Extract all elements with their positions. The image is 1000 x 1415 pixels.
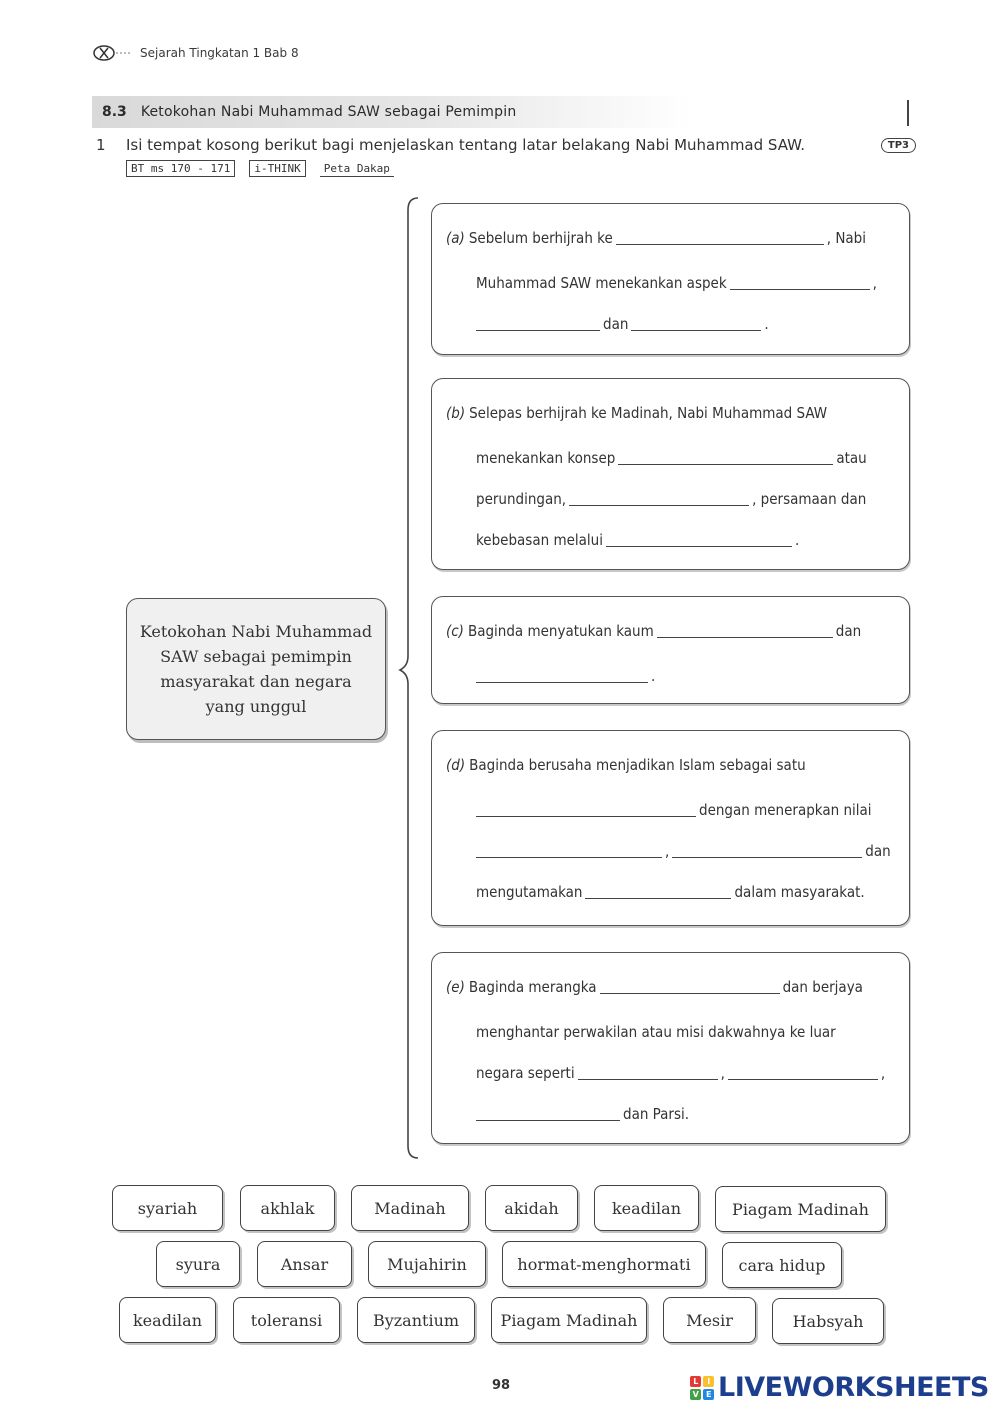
section-title: Ketokohan Nabi Muhammad SAW sebagai Pemimpin — [140, 104, 517, 120]
card-e-text-6: , — [880, 1064, 886, 1082]
card-a-text-3: Muhammad SAW menekankan aspek — [476, 274, 727, 292]
card-b — [431, 378, 910, 570]
card-a-text-4: , — [872, 274, 877, 292]
card-b-text-7: . — [794, 531, 800, 549]
word-chip[interactable]: Habsyah — [772, 1298, 884, 1344]
card-c-label: (c) — [446, 622, 464, 640]
blank-a3[interactable] — [476, 326, 600, 331]
blank-d1[interactable] — [476, 812, 696, 817]
word-chip[interactable]: Madinah — [351, 1185, 469, 1231]
book-header — [92, 40, 299, 66]
word-chip[interactable]: akidah — [485, 1185, 578, 1231]
question-meta — [126, 160, 394, 177]
card-b-text-2: menekankan konsep — [476, 449, 616, 467]
blank-a1[interactable] — [616, 240, 824, 245]
blank-b2[interactable] — [569, 501, 749, 506]
blank-e3[interactable] — [728, 1075, 878, 1080]
word-chip[interactable]: syura — [156, 1241, 240, 1287]
blank-e2[interactable] — [578, 1075, 718, 1080]
card-e-text-1: Baginda merangka — [468, 978, 597, 996]
blank-b1[interactable] — [618, 460, 833, 465]
blank-d2[interactable] — [476, 853, 662, 858]
word-chip[interactable]: keadilan — [594, 1185, 699, 1231]
liveworksheets-logo-icon: L I V E — [690, 1376, 714, 1400]
card-e-label: (e) — [446, 978, 465, 996]
card-e-text-7: dan Parsi. — [623, 1105, 690, 1123]
card-d-text-5: mengutamakan — [476, 883, 583, 901]
blank-a4[interactable] — [631, 326, 761, 331]
blank-b3[interactable] — [606, 542, 792, 547]
card-a-text-5: dan — [603, 315, 629, 333]
blank-d3[interactable] — [672, 853, 862, 858]
section-title-bar — [92, 96, 692, 128]
card-b-text-1: Selepas berhijrah ke Madinah, Nabi Muhammad SAW — [469, 404, 828, 422]
book-header-text: Sejarah Tingkatan 1 Bab 8 — [140, 46, 299, 60]
card-b-label: (b) — [446, 404, 466, 422]
section-divider — [907, 100, 909, 126]
card-e-text-4: negara seperti — [476, 1064, 575, 1082]
blank-e1[interactable] — [600, 989, 780, 994]
word-chip[interactable]: Mesir — [663, 1297, 756, 1343]
blank-c2[interactable] — [476, 678, 648, 683]
card-d-text-3: , — [665, 842, 670, 860]
card-b-text-3: atau — [836, 449, 867, 467]
card-a-text-2: , Nabi — [826, 229, 867, 247]
card-d-text-1: Baginda berusaha menjadikan Islam sebagai satu — [469, 756, 806, 774]
brace-connector — [398, 196, 420, 1160]
word-chip[interactable]: Mujahirin — [368, 1241, 486, 1287]
card-a-text-6: . — [764, 315, 769, 333]
card-e-text-3: menghantar perwakilan atau misi dakwahnya ke luar — [476, 1023, 836, 1041]
card-b-text-4: perundingan, — [476, 490, 567, 508]
card-d-text-2: dengan menerapkan nilai — [699, 801, 872, 819]
card-a-label: (a) — [446, 229, 465, 247]
card-c-text-1: Baginda menyatukan kaum — [467, 622, 654, 640]
card-d-label: (d) — [446, 756, 466, 774]
word-chip[interactable]: syariah — [112, 1185, 223, 1231]
card-c — [431, 596, 910, 704]
word-chip[interactable]: cara hidup — [722, 1242, 842, 1288]
question-number: 1 — [96, 136, 106, 154]
card-b-text-6: kebebasan melalui — [476, 531, 603, 549]
central-concept-box — [126, 598, 386, 740]
tp-level-badge: TP3 — [881, 138, 916, 153]
card-b-text-5: , persamaan dan — [752, 490, 867, 508]
word-chip[interactable]: toleransi — [233, 1297, 340, 1343]
word-chip[interactable]: akhlak — [240, 1185, 335, 1231]
card-d-text-4: dan — [865, 842, 891, 860]
section-number: 8.3 — [102, 104, 127, 120]
card-e-text-2: dan berjaya — [782, 978, 863, 996]
card-e-text-5: , — [720, 1064, 725, 1082]
card-a-text-1: Sebelum berhijrah ke — [468, 229, 613, 247]
central-concept-text: Ketokohan Nabi Muhammad SAW sebagai pemimpin masyarakat dan negara yang unggul — [139, 622, 373, 716]
word-chip[interactable]: Piagam Madinah — [491, 1297, 647, 1343]
card-c-text-2: dan — [835, 622, 862, 640]
card-c-text-3: . — [651, 667, 656, 685]
book-logo-icon — [92, 44, 132, 62]
question-1 — [96, 136, 916, 154]
blank-d4[interactable] — [585, 894, 731, 899]
blank-e4[interactable] — [476, 1116, 620, 1121]
textbook-pages-tag: BT ms 170 - 171 — [126, 160, 235, 177]
word-chip[interactable]: keadilan — [119, 1297, 216, 1343]
liveworksheets-logo[interactable] — [690, 1372, 989, 1403]
ithink-tag: i-THINK — [249, 160, 305, 177]
card-d — [431, 730, 910, 926]
question-text: Isi tempat kosong berikut bagi menjelaskan tentang latar belakang Nabi Muhammad SAW. — [126, 136, 806, 154]
page-number: 98 — [492, 1378, 511, 1393]
card-d-text-6: dalam masyarakat. — [734, 883, 865, 901]
liveworksheets-brand-text: LIVEWORKSHEETS — [718, 1372, 989, 1403]
word-chip[interactable]: Byzantium — [357, 1297, 475, 1343]
blank-a2[interactable] — [730, 285, 870, 290]
card-a — [431, 203, 910, 355]
word-chip[interactable]: hormat-menghormati — [502, 1241, 706, 1287]
word-chip[interactable]: Piagam Madinah — [715, 1186, 886, 1232]
map-type-tag: Peta Dakap — [320, 161, 394, 177]
word-chip[interactable]: Ansar — [257, 1241, 352, 1287]
blank-c1[interactable] — [657, 633, 833, 638]
card-e — [431, 952, 910, 1144]
